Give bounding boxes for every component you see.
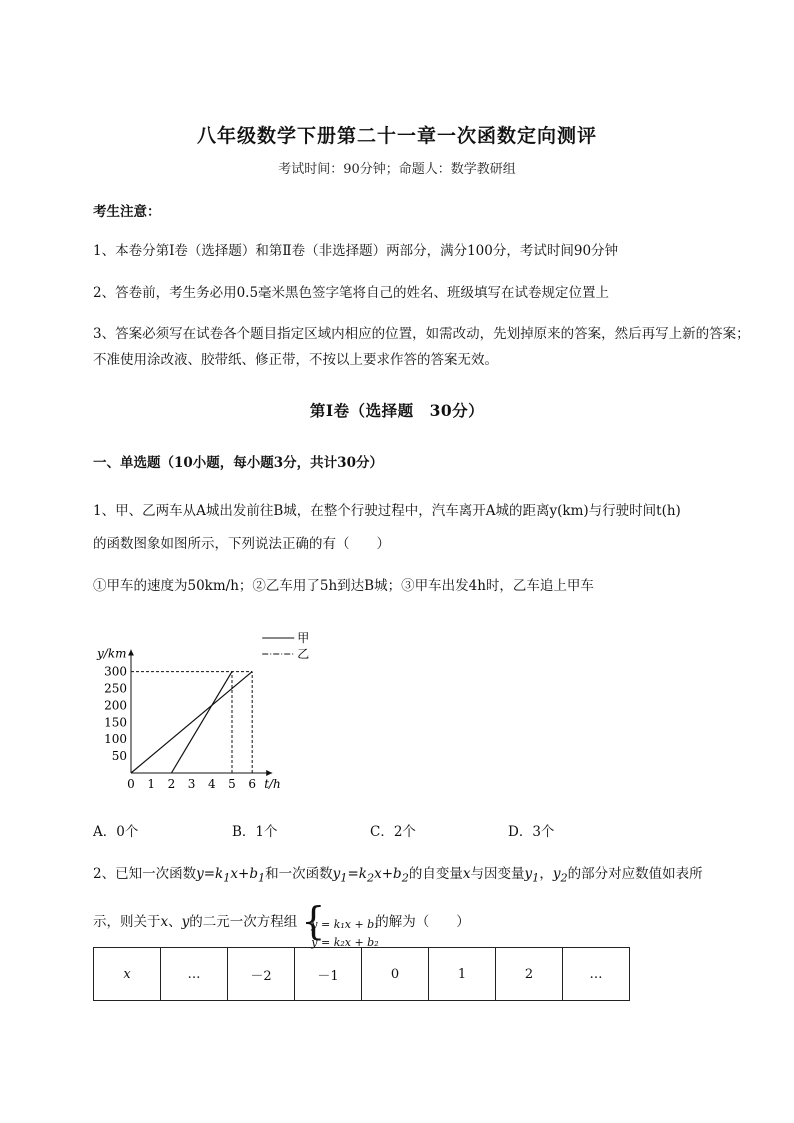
legend-label-1: 甲 [297,631,310,645]
q2-func2 [332,866,409,885]
q1-option-a[interactable]: A．0个 [93,824,139,840]
x-tick-label: 0 [127,777,135,791]
q2-func1 [196,866,266,885]
q1-chart [93,620,333,800]
system-eq-2: y = k₂x + b₂ [311,935,379,949]
table-cell: －2 [228,948,295,1001]
exam-info: 考试时间：90分钟；命题人：数学教研组 [278,162,516,177]
q2-stem-line2 [93,898,470,949]
q2-var-y1-letter: y [524,866,533,882]
q2-func1-b: x+b [230,866,258,882]
notice-item-3: 3、答案必须写在试卷各个题目指定区域内相应的位置，如需改动，先划掉原来的答案，然后再写上新的答案；不准使用涂改液、胶带纸、修正带，不按以上要求作答的答案无效。 [93,326,750,368]
table-cell: 1 [429,948,496,1001]
q1-option-d[interactable]: D．3个 [508,824,555,840]
q2-text-b: 和一次函数 [265,866,333,882]
x-tick-label: 2 [167,777,176,791]
y-axis-label: y/km [97,646,127,661]
q2-var-x: x [462,866,471,882]
q2-func1-sub-b: 1 [257,871,266,885]
q2-text-c: 的自变量 [408,866,463,882]
q1-option-b[interactable]: B．1个 [232,824,278,840]
notice-item-1: 1、本卷分第I卷（选择题）和第Ⅱ卷（非选择题）两部分，满分100分，考试时间90分钟 [93,243,619,259]
legend-label-2: 乙 [297,647,310,661]
q2-text-mid: 、 [168,914,182,930]
x-tick-label: 5 [228,777,236,791]
q2-var-y2-sub: 2 [560,871,568,885]
series-line-2 [171,672,232,773]
q2-text-g: 的二元一次方程组 [189,914,298,930]
x-tick-label: 6 [248,777,257,791]
q2-func2-a: y [332,866,341,882]
q2-func2-sub-y: 1 [340,871,348,885]
q2-func2-sub-k: 2 [366,871,375,885]
table-cell: 2 [496,948,563,1001]
x-tick-label: 4 [207,777,216,791]
q2-func1-a: y=k [196,866,224,882]
y-tick-label: 300 [104,664,127,679]
y-tick-label: 200 [104,698,127,713]
q2-var-y1-sub: 1 [532,871,540,885]
q1-chart-svg [93,620,333,800]
q2-var-x2: x [160,914,169,930]
table-cell: … [161,948,228,1001]
y-tick-label: 50 [111,749,127,764]
q2-text-f: 示，则关于 [93,914,161,930]
section-title: 第Ⅰ卷（选择题 30分） [309,401,485,420]
x-tick-label: 3 [187,777,196,791]
q2-var-y2 [552,866,568,885]
notice-heading: 考生注意： [93,204,161,220]
page-title: 八年级数学下册第二十一章一次函数定向测评 [196,125,597,147]
q1-options [93,820,713,842]
q2-var-y1 [524,866,540,885]
equation-system [301,898,379,949]
q2-text-h: 的解为（ ） [375,914,470,930]
q2-func2-sub-b: 2 [401,871,409,885]
q2-text-e: 的部分对应数值如表所 [567,866,703,882]
table-row [94,948,630,1001]
q2-sep: ， [539,866,553,882]
table-cell: －1 [295,948,362,1001]
q2-func1-sub-k: 1 [223,871,231,885]
q2-var-y: y [181,914,190,930]
system-brace: { [301,898,326,943]
q1-option-c[interactable]: C．2个 [370,824,416,840]
y-tick-label: 250 [104,681,127,696]
system-eq-1: y = k₁x + b₁ [311,917,379,931]
notice-item-2: 2、答卷前，考生务必用0.5毫米黑色签字笔将自己的姓名、班级填写在试卷规定位置上 [93,285,610,301]
y-tick-label: 150 [104,715,127,730]
q2-stem-line1 [93,861,703,892]
q2-text-a: 2、已知一次函数 [93,866,197,882]
q1-statements: ①甲车的速度为50km/h；②乙车用了5h到达B城；③甲车出发4h时，乙车追上甲车 [93,578,594,594]
q2-func2-c: x+b [374,866,402,882]
table-cell: 0 [362,948,429,1001]
q2-value-table [93,947,630,1001]
table-cell: x [94,948,161,1001]
x-axis-label: t/h [264,777,281,791]
table-cell: … [563,948,630,1001]
series-line-1 [131,672,252,773]
y-tick-label: 100 [104,732,127,747]
q2-var-y2-letter: y [552,866,561,882]
x-tick-label: 1 [147,777,156,791]
part-title: 一、单选题（10小题，每小题3分，共计30分） [93,455,383,471]
q1-stem-line1: 1、甲、乙两车从A城出发前往B城，在整个行驶过程中，汽车离开A城的距离y(km)与行驶时间t(h) [93,503,681,519]
q2-func2-b: =k [347,866,367,882]
q1-stem-line2: 的函数图象如图所示，下列说法正确的有（ ） [93,536,390,552]
q2-text-d: 与因变量 [470,866,525,882]
